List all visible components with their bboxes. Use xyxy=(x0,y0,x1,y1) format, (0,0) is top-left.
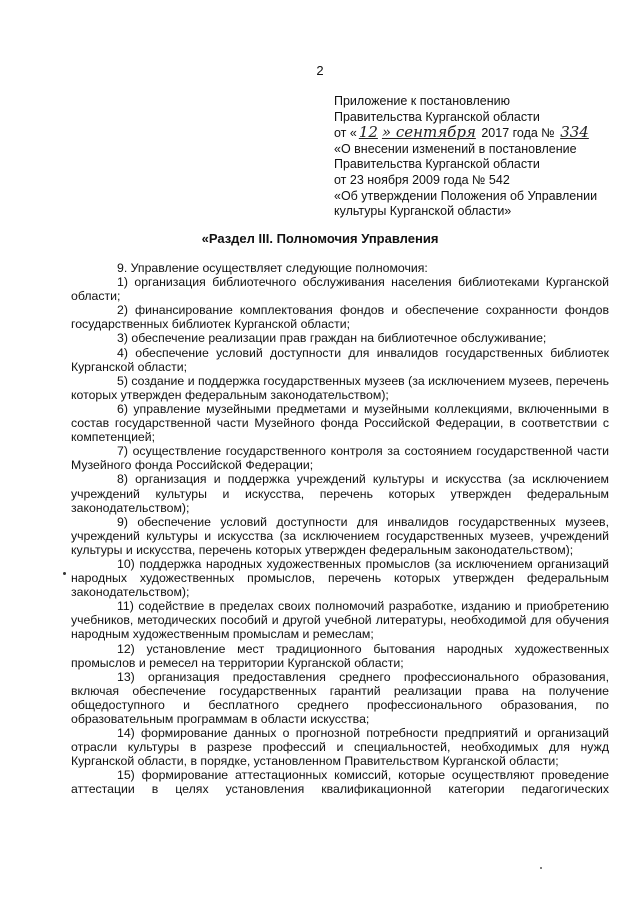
paragraph: 9) обеспечение условий доступности для инвалидов государственных музеев, учреждений культуры и искусства (за исключением государственных музеев, учреждений культуры и искусства, перечень которых утвержден федеральным законодательством); xyxy=(71,514,609,557)
appendix-line: «О внесении изменений в постановление xyxy=(334,141,577,156)
section-title: «Раздел III. Полномочия Управления xyxy=(201,231,439,246)
appendix-line: Правительства Курганской области xyxy=(334,109,540,124)
paragraph: 8) организация и поддержка учреждений культуры и искусства (за исключением учреждений культуры и искусства, перечень которых утвержден федеральным законодательством); xyxy=(71,472,609,515)
paragraph: 7) осуществление государственного контроля за состоянием государственной части Музейного фонда Российской Федерации; xyxy=(71,444,609,473)
paragraph: 5) создание и поддержка государственных музеев (за исключением музеев, перечень которых утвержден федеральным законодательством); xyxy=(71,373,609,402)
page-number: 2 xyxy=(316,63,324,78)
paragraph: 6) управление музейными предметами и музейными коллекциями, включенными в состав государственной части Музейного фонда Российской Федерации, в соответствии с компетенцией; xyxy=(71,401,609,445)
paragraph: 9. Управление осуществляет следующие полномочия: xyxy=(117,261,428,275)
handwritten-day: 12 xyxy=(358,123,378,142)
paragraph: 15) формирование аттестационных комиссий, которые осуществляют проведение аттестации в целях установления квалификационной категории педагогических xyxy=(71,768,609,797)
paragraph: 1) организация библиотечного обслуживания населения библиотеками Курганской области; xyxy=(71,275,609,304)
paragraph: 11) содействие в пределах своих полномочий разработке, изданию и приобретению учебников, методических пособий и другой учебной литературы, необходимой для обучения народным художественным промыслам и ремеслам; xyxy=(71,599,609,642)
appendix-line: от 23 ноября 2009 года № 542 xyxy=(334,172,510,187)
paragraph: 12) установление мест традиционного бытования народных художественных промыслов и ремесел на территории Курганской области; xyxy=(71,641,609,670)
document-body xyxy=(71,261,609,797)
appendix-line: Правительства Курганской области xyxy=(334,157,540,172)
appendix-line: Приложение к постановлению xyxy=(334,94,510,108)
paragraph: 4) обеспечение условий доступности для инвалидов государственных библиотек Курганской области; xyxy=(71,345,609,374)
paragraph: 13) организация предоставления среднего профессионального образования, включая обеспечение государственных гарантий реализации права на получение общедоступного и бесплатного среднего профессионального образования, по образовательным программам в области искусства; xyxy=(71,669,609,726)
scan-speck xyxy=(540,867,542,869)
appendix-header xyxy=(334,94,634,220)
appendix-date-line xyxy=(334,125,634,142)
paragraph: 10) поддержка народных художественных промыслов (за исключением организаций народных художественных промыслов, перечень которых утвержден федеральным законодательством); xyxy=(71,556,609,600)
appendix-line: «Об утверждении Положения об Управлении xyxy=(334,188,598,203)
paragraph: 3) обеспечение реализации прав граждан на библиотечное обслуживание; xyxy=(117,331,547,346)
scan-speck xyxy=(63,572,66,575)
appendix-line: культуры Курганской области» xyxy=(334,204,512,219)
date-prefix: от « xyxy=(334,126,357,141)
handwritten-number: 334 xyxy=(560,123,589,142)
paragraph: 2) финансирование комплектования фондов и обеспечение сохранности фондов государственных библиотек Курганской области; xyxy=(71,303,609,332)
handwritten-month: » сентября xyxy=(381,123,476,142)
date-year: 2017 года № xyxy=(477,126,555,141)
paragraph: 14) формирование данных о прогнозной потребности предприятий и организаций отрасли культуры в разрезе профессий и специальностей, необходимых для нужд Курганской области, в порядке, установленном Правительством Курганской области; xyxy=(71,726,609,769)
